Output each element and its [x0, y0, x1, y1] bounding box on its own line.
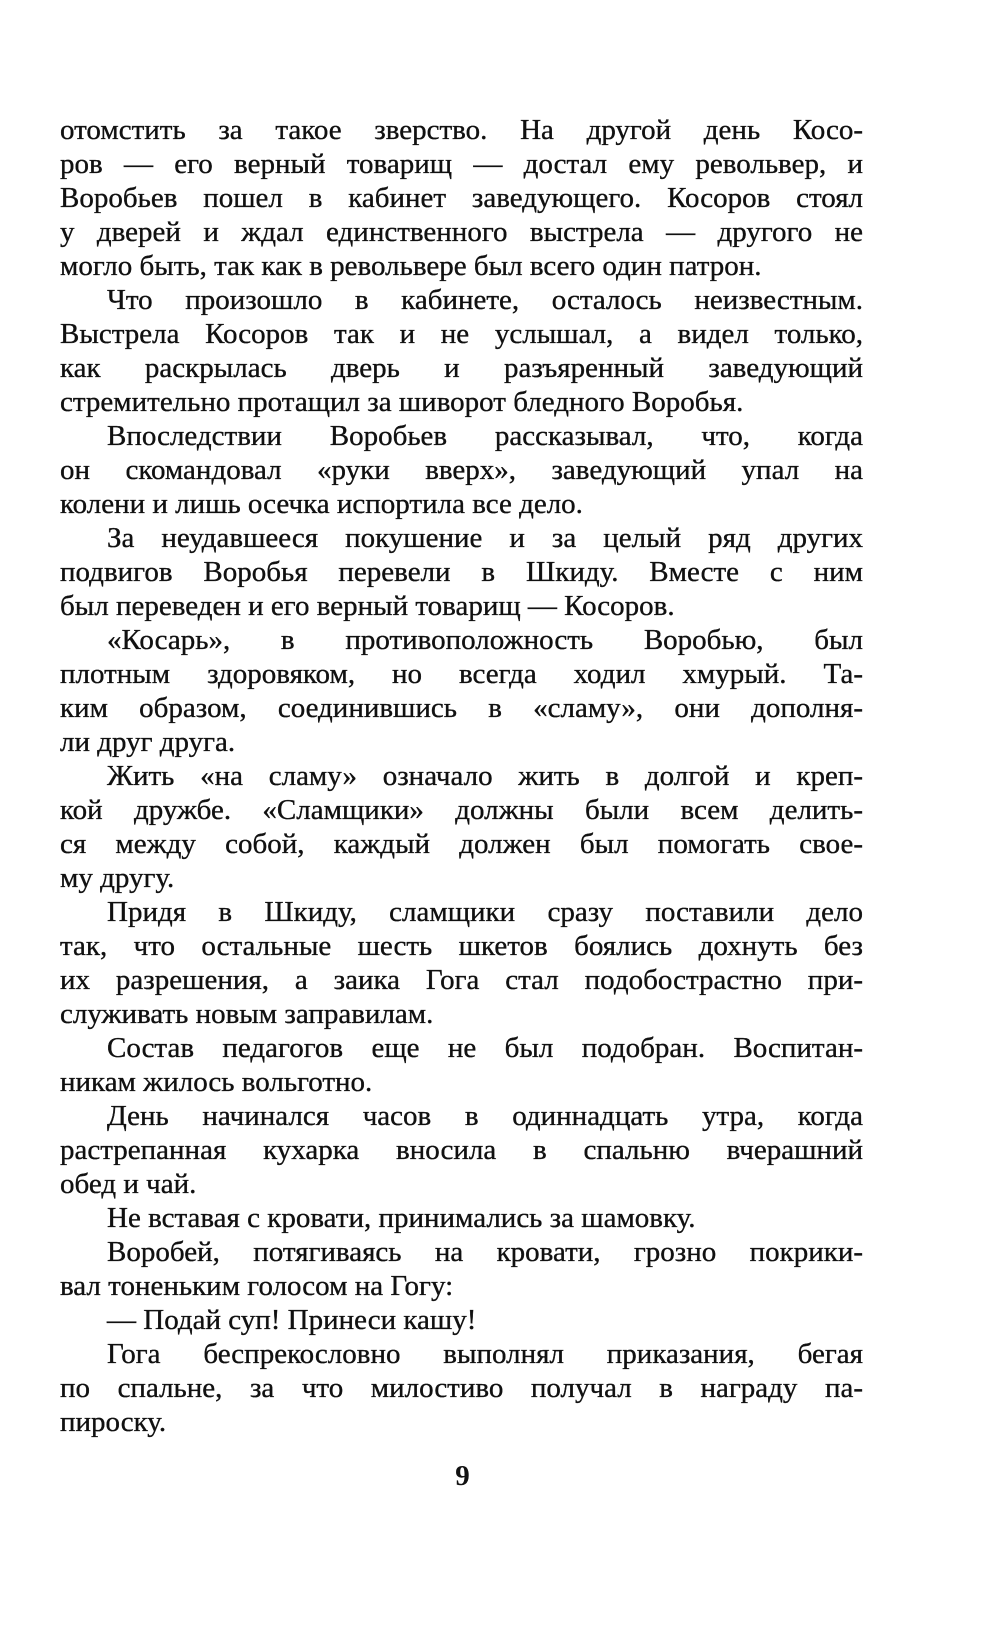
text-line: служивать новым заправилам. [60, 998, 434, 1030]
text-line: он скомандовал «руки вверх», заведующий упал на [60, 454, 863, 486]
text-line: Жить «на сламу» означало жить в долгой и креп- [107, 760, 863, 792]
text-line: Гога беспрекословно выполнял приказания, бегая [107, 1338, 863, 1370]
text-line: плотным здоровяком, но всегда ходил хмурый. Та- [60, 658, 863, 690]
text-line: вал тоненьким голосом на Гогу: [60, 1270, 454, 1302]
text-line: так, что остальные шесть шкетов боялись дохнуть без [60, 930, 863, 962]
text-line: Выстрела Косоров так и не услышал, а видел только, [60, 318, 863, 350]
text-line: их разрешения, а заика Гога стал подобострастно при- [60, 964, 863, 996]
page-number: 9 [455, 1460, 470, 1492]
text-line: по спальне, за что милостиво получал в награду па- [60, 1372, 863, 1404]
text-line: Придя в Шкиду, сламщики сразу поставили дело [107, 896, 863, 928]
text-line: могло быть, так как в револьвере был всего один патрон. [60, 250, 762, 282]
text-line: ров — его верный товарищ — достал ему револьвер, и [60, 148, 863, 180]
text-line: ся между собой, каждый должен был помогать свое- [60, 828, 863, 860]
text-line: обед и чай. [60, 1168, 197, 1200]
text-line: му другу. [60, 862, 175, 894]
text-line: стремительно протащил за шиворот бледного Воробья. [60, 386, 744, 418]
text-line: Воробей, потягиваясь на кровати, грозно покрики- [107, 1236, 863, 1268]
text-line: как раскрылась дверь и разъяренный заведующий [60, 352, 863, 384]
text-line: был переведен и его верный товарищ — Косоров. [60, 590, 675, 622]
text-line: никам жилось вольготно. [60, 1066, 373, 1098]
text-line: ли друг друга. [60, 726, 236, 758]
text-line: Что произошло в кабинете, осталось неизвестным. [107, 284, 863, 316]
text-line: у дверей и ждал единственного выстрела — другого не [60, 216, 863, 248]
text-line: Впоследствии Воробьев рассказывал, что, когда [107, 420, 863, 452]
body-text [60, 113, 863, 1439]
text-line: пироску. [60, 1406, 167, 1438]
text-line: растрепанная кухарка вносила в спальню вчерашний [60, 1134, 863, 1166]
text-line: колени и лишь осечка испортила все дело. [60, 488, 583, 520]
text-line: отомстить за такое зверство. На другой день Косо- [60, 114, 863, 146]
text-line: За неудавшееся покушение и за целый ряд других [107, 522, 863, 554]
text-line: Не вставая с кровати, принимались за шамовку. [107, 1202, 696, 1234]
text-line: Воробьев пошел в кабинет заведующего. Косоров стоял [60, 182, 863, 214]
text-line: — Подай суп! Принеси кашу! [107, 1304, 477, 1336]
text-line: подвигов Воробья перевели в Шкиду. Вместе с ним [60, 556, 863, 588]
text-line: «Косарь», в противоположность Воробью, был [107, 624, 863, 656]
text-line: Состав педагогов еще не был подобран. Воспитан- [107, 1032, 863, 1064]
text-line: ким образом, соединившись в «сламу», они дополня- [60, 692, 863, 724]
text-line: День начинался часов в одиннадцать утра, когда [107, 1100, 863, 1132]
text-line: кой дружбе. «Сламщики» должны были всем делить- [60, 794, 863, 826]
